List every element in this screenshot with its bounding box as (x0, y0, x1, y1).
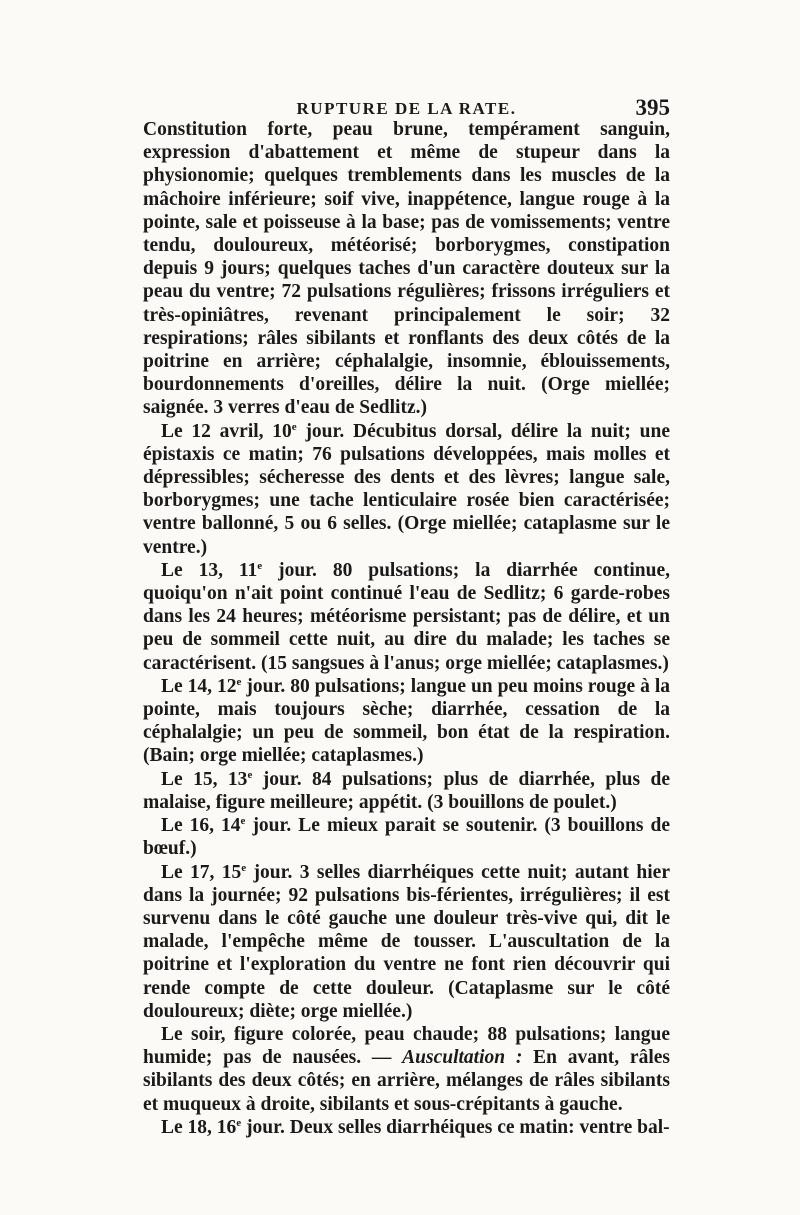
page-number: 395 (635, 95, 670, 120)
paragraph-text: Le 13, 11 (161, 559, 258, 581)
italic-heading: Auscultation : (402, 1047, 523, 1069)
paragraph-text: Le 17, 15 (161, 861, 242, 883)
paragraph-text: Le soir, figure colorée, peau chaude; 88 pulsations; langue humide; pas de nausées. — (143, 1023, 670, 1069)
paragraph-text: Le 14, 12 (161, 675, 237, 697)
ordinal-superscript: e (257, 559, 263, 572)
paragraph-text: Le 15, 13 (161, 768, 248, 790)
ordinal-superscript: e (236, 1116, 242, 1129)
paragraph (143, 118, 670, 420)
paragraph (143, 768, 670, 814)
paragraph (143, 675, 670, 768)
ordinal-superscript: e (247, 768, 253, 781)
paragraph (143, 559, 670, 675)
paragraph (143, 861, 670, 1023)
running-title: RUPTURE DE LA RATE. (296, 99, 517, 118)
paragraph (143, 1023, 670, 1116)
paragraph-text: En avant, râles sibilants des deux côtés; en arrière, mélanges de râles sibilants et muqueux à droite, sibilants et sous-crépitants à gauche. (143, 1047, 670, 1115)
paragraph-text: Le 18, 16 (161, 1116, 237, 1138)
paragraph-text: jour. 3 selles diarrhéiques cette nuit; autant hier dans la journée; 92 pulsations bis-férientes, irrégulières; il est survenu dans le côté gauche une douleur très-vive qui, dit le malade, l'empêche même de tousser. L'auscultation de la poitrine et l'exploration du ventre ne font rien découvrir qui rende compte de cette douleur. (Cataplasme sur le côté douloureux; diète; orge miellée.) (143, 861, 670, 1022)
paragraph-text: jour. Décubitus dorsal, délire la nuit; une épistaxis ce matin; 76 pulsations développées, mais molles et dépressibles; sécheresse des dents et des lèvres; langue sale, borborygmes; une tache lenticulaire rosée bien caractérisée; ventre ballonné, 5 ou 6 selles. (Orge miellée; cataplasme sur le ventre.) (143, 420, 670, 558)
paragraph (143, 1116, 670, 1139)
paragraph-text: jour. 84 pulsations; plus de diarrhée, plus de malaise, figure meilleure; appétit. (3 bouillons de poulet.) (143, 768, 670, 813)
paragraph-text: jour. 80 pulsations; langue un peu moins rouge à la pointe, mais toujours sèche; diarrhée, cessation de la céphalalgie; un peu de sommeil, bon état de la respiration. (Bain; orge miellée; cataplasmes.) (143, 675, 670, 767)
paragraph-text: Le 16, 14 (161, 815, 241, 837)
paragraph-text: Constitution forte, peau brune, tempérament sanguin, expression d'abattement et même de stupeur dans la physionomie; quelques tremblements dans les muscles de la mâchoire inférieure; soif vive, inappétence, langue rouge à la pointe, sale et poisseuse à la base; pas de vomissements; ventre tendu, douloureux, météorisé; borborygmes, constipation depuis 9 jours; quelques taches d'un caractère douteux sur la peau du ventre; 72 pulsations régulières; frissons irréguliers et très-opiniâtres, revenant principalement le soir; 32 respirations; râles sibilants et ronflants des deux côtés de la poitrine en arrière; céphalalgie, insomnie, éblouissements, bourdonnements d'oreilles, délire la nuit. (Orge miellée; saignée. 3 verres d'eau de Sedlitz.) (143, 119, 670, 419)
paragraph-text: jour. Deux selles diarrhéiques ce matin: ventre bal- (241, 1116, 670, 1138)
ordinal-superscript: e (236, 675, 242, 688)
paragraph (143, 420, 670, 559)
ordinal-superscript: e (240, 815, 246, 828)
paragraph-text: jour. Le mieux parait se soutenir. (3 bouillons de bœuf.) (143, 815, 670, 860)
body-text (143, 118, 670, 1139)
ordinal-superscript: e (291, 420, 297, 433)
paragraph-text: Le 12 avril, 10 (161, 420, 292, 442)
paragraph-text: jour. 80 pulsations; la diarrhée continue, quoiqu'on n'ait point continué l'eau de Sedlitz; 6 garde-robes dans les 24 heures; météorisme persistant; pas de délire, et un peu de sommeil cette nuit, au dire du malade; les taches se caractérisent. (15 sangsues à l'anus; orge miellée; cataplasmes.) (143, 559, 670, 674)
paragraph (143, 814, 670, 860)
ordinal-superscript: e (241, 861, 247, 874)
